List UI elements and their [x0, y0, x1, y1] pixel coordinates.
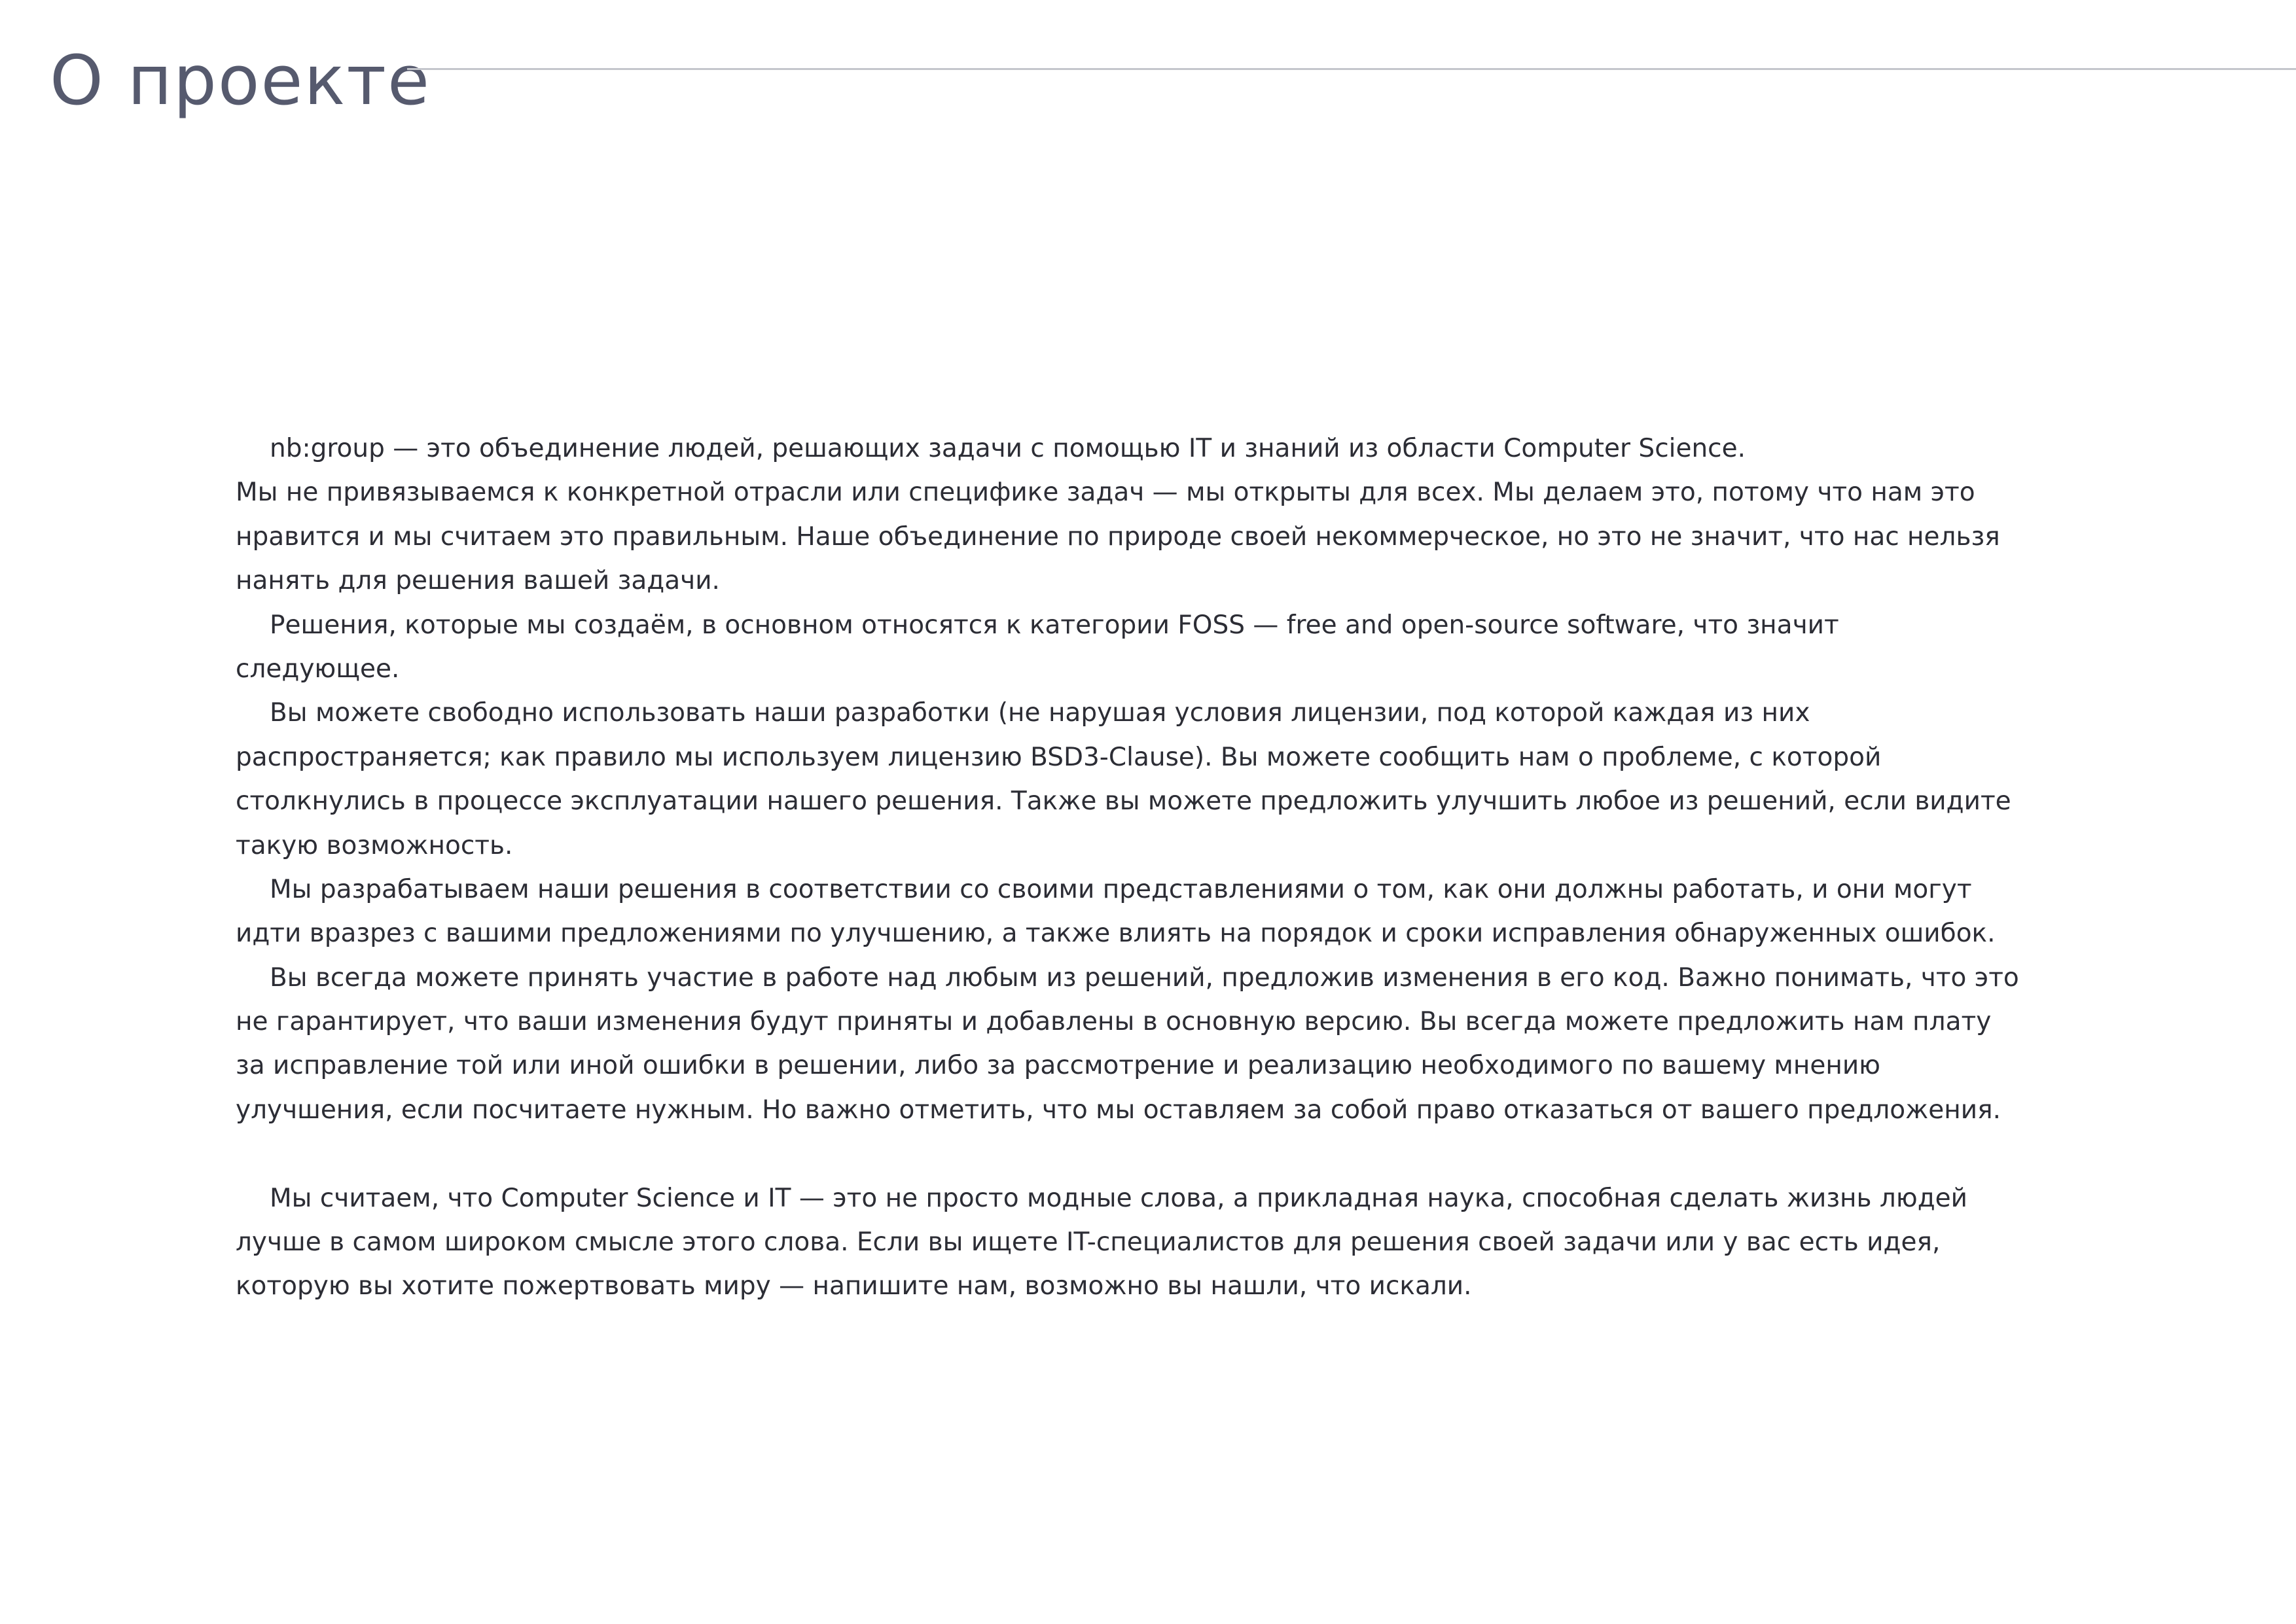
- page-title: О проекте: [50, 41, 431, 120]
- paragraph-line: Вы можете свободно использовать наши разработки (не нарушая условия лицензии, под которой каждая из них: [270, 698, 1810, 728]
- paragraph-line: за исправление той или иной ошибки в решении, либо за рассмотрение и реализацию необходимого по вашему мнению: [236, 1051, 1881, 1081]
- paragraph-line: Мы не привязываемся к конкретной отрасли или специфике задач — мы открыты для всех. Мы делаем это, потому что нам это: [236, 478, 1975, 508]
- paragraph-line: идти вразрез с вашими предложениями по улучшению, а также влиять на порядок и сроки исправления обнаруженных ошибок.: [236, 919, 1996, 949]
- paragraph-line: лучше в самом широком смысле этого слова. Если вы ищете IT-специалистов для решения своей задачи или у вас есть идея,: [236, 1227, 1941, 1258]
- paragraph-line: Решения, которые мы создаём, в основном относятся к категории FOSS — free and open-source software, что значит: [270, 610, 1839, 640]
- paragraph-line: распространяется; как правило мы используем лицензию BSD3-Clause). Вы можете сообщить нам о проблеме, с которой: [236, 742, 1882, 772]
- paragraph-line: не гарантирует, что ваши изменения будут приняты и добавлены в основную версию. Вы всегда можете предложить нам плату: [236, 1007, 1992, 1037]
- paragraph-line: нанять для решения вашей задачи.: [236, 566, 720, 596]
- paragraph-line: такую возможность.: [236, 830, 513, 860]
- paragraph-line: Мы разрабатываем наши решения в соответствии со своими представлениями о том, как они должны работать, и они могут: [270, 874, 1972, 904]
- paragraph-line: столкнулись в процессе эксплуатации нашего решения. Также вы можете предложить улучшить любое из решений, если видите: [236, 786, 2011, 817]
- paragraph-line: нравится и мы считаем это правильным. Наше объединение по природе своей некоммерческое, но это не значит, что нас нельзя: [236, 521, 2000, 552]
- paragraph-line: Мы считаем, что Computer Science и IT — это не просто модные слова, а прикладная наука, способная сделать жизнь людей: [270, 1183, 1967, 1213]
- paragraph-line: nb:group — это объединение людей, решающих задачи с помощью IT и знаний из области Computer Science.: [270, 434, 1746, 463]
- page-header: [0, 0, 2296, 131]
- title-rule: [407, 68, 2296, 70]
- paragraph-line: которую вы хотите пожертвовать миру — напишите нам, возможно вы нашли, что искали.: [236, 1271, 1472, 1301]
- about-text: [236, 427, 2134, 1309]
- paragraph-line: следующее.: [236, 654, 400, 684]
- paragraph-line: улучшения, если посчитаете нужным. Но важно отметить, что мы оставляем за собой право отказаться от вашего предложения.: [236, 1095, 2001, 1125]
- paragraph-line: Вы всегда можете принять участие в работе над любым из решений, предложив изменения в его код. Важно понимать, что это: [270, 962, 2019, 993]
- paragraph-spacer: [236, 1132, 2134, 1176]
